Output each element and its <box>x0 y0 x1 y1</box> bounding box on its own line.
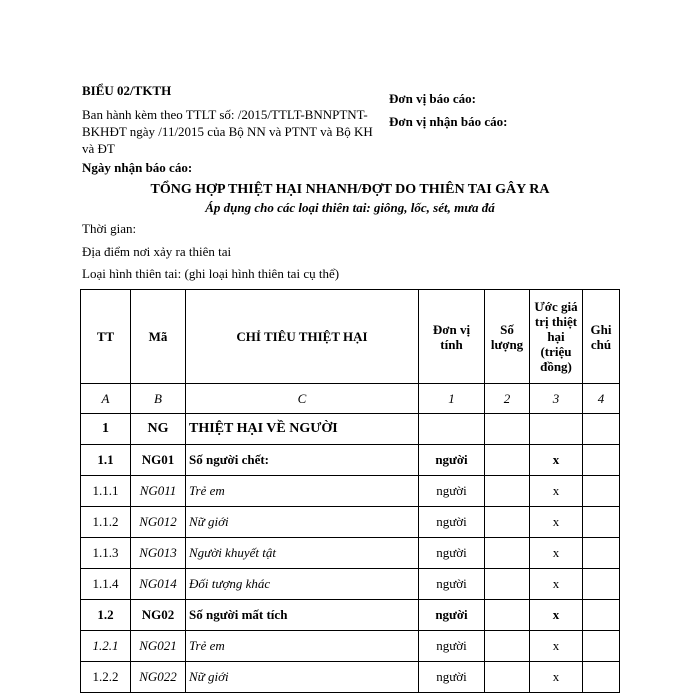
table-row <box>81 600 620 631</box>
row-value: x <box>530 538 583 569</box>
row-code: NG013 <box>131 538 186 569</box>
row-quantity <box>485 600 530 631</box>
row-unit: người <box>419 662 485 693</box>
row-quantity <box>485 569 530 600</box>
row-note <box>583 600 620 631</box>
row-code: NG012 <box>131 507 186 538</box>
table-row <box>81 507 620 538</box>
disaster-type-field: Loại hình thiên tai: (ghi loại hình thiên tai cụ thể) <box>82 266 340 281</box>
header-unit: Đơn vị tính <box>419 290 485 384</box>
row-indicator: Trẻ em <box>186 631 419 662</box>
row-indicator: Nữ giới <box>186 507 419 538</box>
row-indicator: Số người chết: <box>186 445 419 476</box>
reporting-unit-label: Đơn vị báo cáo: <box>389 91 477 106</box>
row-unit: người <box>419 507 485 538</box>
row-unit <box>419 414 485 445</box>
date-received-label: Ngày nhận báo cáo: <box>82 160 193 175</box>
row-code: NG014 <box>131 569 186 600</box>
row-note <box>583 538 620 569</box>
row-unit: người <box>419 538 485 569</box>
header-note: Ghi chú <box>583 290 620 384</box>
row-quantity <box>485 538 530 569</box>
header-indicator: CHỈ TIÊU THIỆT HẠI <box>186 290 419 384</box>
row-quantity <box>485 414 530 445</box>
header-code: Mã <box>131 290 186 384</box>
row-value: x <box>530 476 583 507</box>
receiving-unit-label: Đơn vị nhận báo cáo: <box>389 114 508 129</box>
row-unit: người <box>419 476 485 507</box>
row-tt: 1.1.2 <box>81 507 131 538</box>
letter-unit: 1 <box>419 384 485 414</box>
table-row <box>81 631 620 662</box>
row-note <box>583 569 620 600</box>
row-indicator: Đối tượng khác <box>186 569 419 600</box>
table-row <box>81 662 620 693</box>
header-tt: TT <box>81 290 131 384</box>
row-tt: 1 <box>81 414 131 445</box>
row-code: NG021 <box>131 631 186 662</box>
row-unit: người <box>419 631 485 662</box>
row-code: NG011 <box>131 476 186 507</box>
table-row <box>81 476 620 507</box>
table-header-row <box>81 290 620 384</box>
row-value <box>530 414 583 445</box>
row-indicator: Nữ giới <box>186 662 419 693</box>
letter-note: 4 <box>583 384 620 414</box>
time-field: Thời gian: <box>82 221 137 236</box>
row-tt: 1.2.2 <box>81 662 131 693</box>
damage-table <box>80 289 620 693</box>
row-note <box>583 445 620 476</box>
row-unit: người <box>419 445 485 476</box>
letter-value: 3 <box>530 384 583 414</box>
row-unit: người <box>419 600 485 631</box>
row-value: x <box>530 631 583 662</box>
header-quantity: Số lượng <box>485 290 530 384</box>
row-tt: 1.1.1 <box>81 476 131 507</box>
row-note <box>583 414 620 445</box>
row-tt: 1.1.3 <box>81 538 131 569</box>
letter-indicator: C <box>186 384 419 414</box>
row-indicator: THIỆT HẠI VỀ NGƯỜI <box>186 414 419 445</box>
row-code: NG022 <box>131 662 186 693</box>
issued-with-text: Ban hành kèm theo TTLT số: /2015/TTLT-BNNPTNT-BKHĐT ngày /11/2015 của Bộ NN và PTNT và Bộ KH và ĐT <box>82 107 373 156</box>
letter-quantity: 2 <box>485 384 530 414</box>
row-indicator: Người khuyết tật <box>186 538 419 569</box>
row-quantity <box>485 445 530 476</box>
row-value: x <box>530 569 583 600</box>
table-row <box>81 414 620 445</box>
row-code: NG <box>131 414 186 445</box>
place-field: Địa điểm nơi xảy ra thiên tai <box>82 244 232 259</box>
row-value: x <box>530 662 583 693</box>
row-tt: 1.1 <box>81 445 131 476</box>
row-tt: 1.2.1 <box>81 631 131 662</box>
row-note <box>583 507 620 538</box>
row-quantity <box>485 476 530 507</box>
row-note <box>583 631 620 662</box>
row-quantity <box>485 662 530 693</box>
table-row <box>81 569 620 600</box>
row-value: x <box>530 507 583 538</box>
row-note <box>583 476 620 507</box>
row-quantity <box>485 631 530 662</box>
row-tt: 1.2 <box>81 600 131 631</box>
row-code: NG02 <box>131 600 186 631</box>
row-value: x <box>530 445 583 476</box>
row-tt: 1.1.4 <box>81 569 131 600</box>
form-code: BIỂU 02/TKTH <box>82 83 172 98</box>
letter-code: B <box>131 384 186 414</box>
column-letters-row <box>81 384 620 414</box>
report-title: TỔNG HỢP THIỆT HẠI NHANH/ĐỢT DO THIÊN TAI GÂY RA <box>150 182 550 197</box>
row-indicator: Số người mất tích <box>186 600 419 631</box>
table-row <box>81 445 620 476</box>
report-subtitle: Áp dụng cho các loại thiên tai: giông, lốc, sét, mưa đá <box>205 200 495 215</box>
row-code: NG01 <box>131 445 186 476</box>
row-quantity <box>485 507 530 538</box>
row-indicator: Trẻ em <box>186 476 419 507</box>
header-value: Ước giá trị thiệt hại (triệu đồng) <box>530 290 583 384</box>
row-unit: người <box>419 569 485 600</box>
letter-tt: A <box>81 384 131 414</box>
row-note <box>583 662 620 693</box>
row-value: x <box>530 600 583 631</box>
table-row <box>81 538 620 569</box>
